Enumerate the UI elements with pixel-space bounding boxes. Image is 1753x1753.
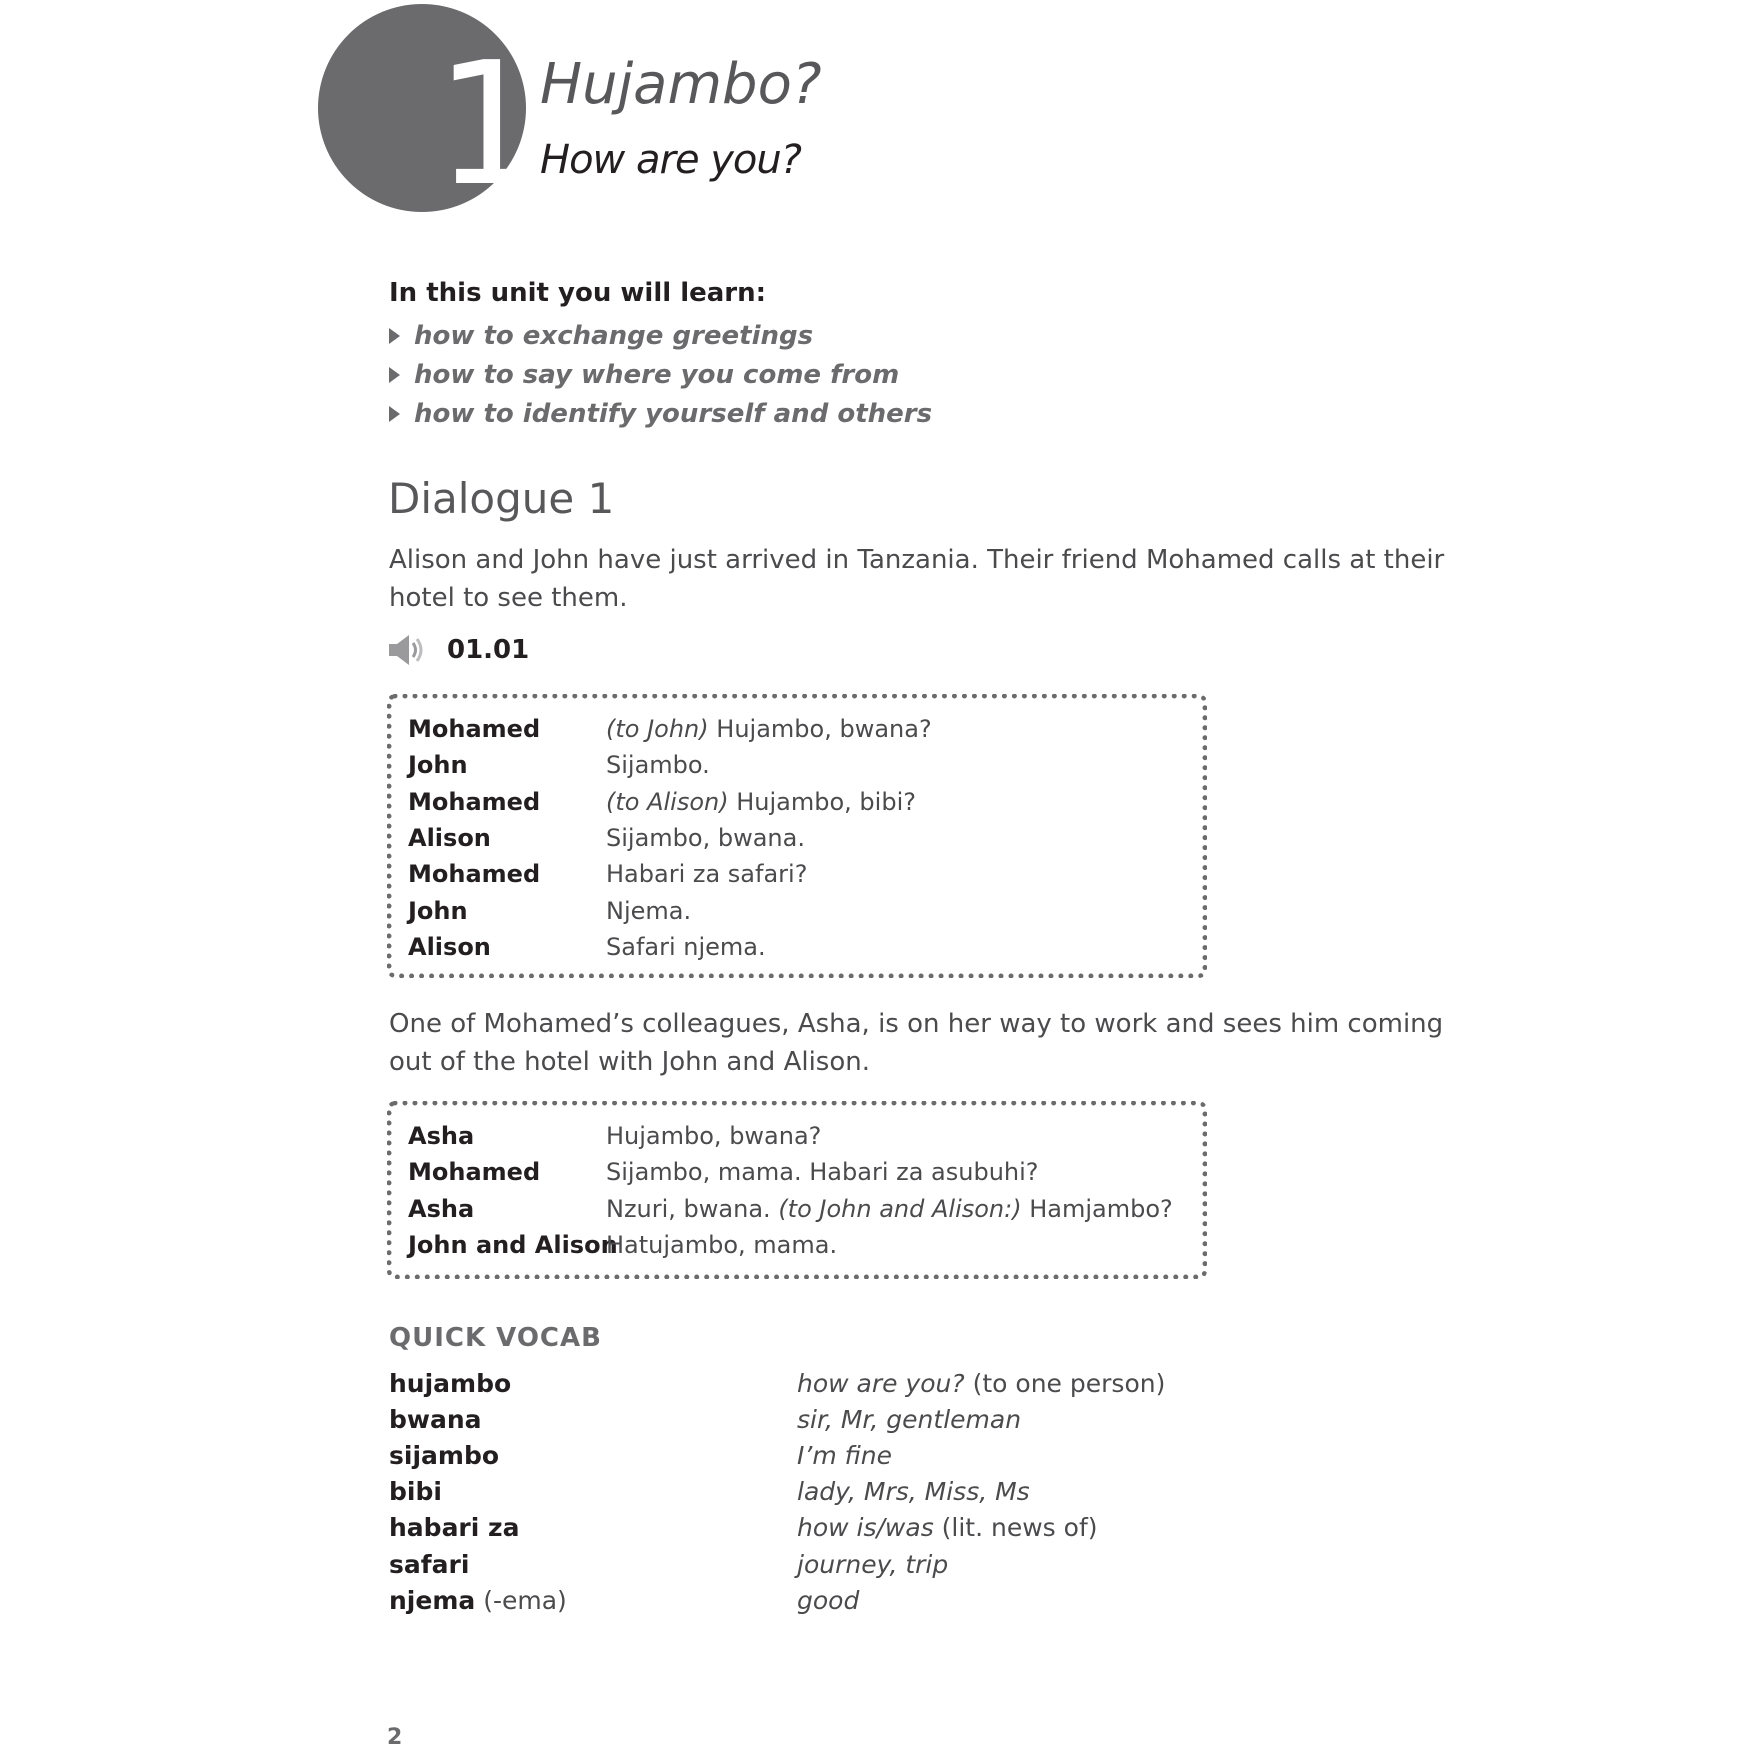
speaker-name: Alison [408,824,491,853]
objective-text: how to say where you come from [414,359,900,390]
dialogue-line [408,929,1202,965]
audio-track[interactable] [387,632,529,668]
speaker-name: John [408,751,468,780]
dialogue-intro-1: Alison and John have just arrived in Tanzania. Their friend Mohamed calls at their hotel to see them. [389,545,1445,613]
vocab-translation: good [797,1585,860,1615]
objective-item [389,316,932,355]
vocab-definition [797,1550,948,1579]
utterance-text: Habari za safari? [606,860,808,889]
utterance-text: Hamjambo? [1021,1194,1173,1223]
vocab-row [389,1546,1389,1582]
unit-title: Hujambo? [540,52,822,117]
utterance-text: Njema. [606,896,692,925]
vocab-row [389,1510,1389,1546]
unit-number: 1 [435,26,540,224]
dialogue-intro-2: One of Mohamed’s colleagues, Asha, is on her way to work and sees him coming out of the hotel with John and Alison. [389,1009,1444,1077]
dialogue-heading: Dialogue 1 [388,474,615,523]
vocab-word: sijambo [389,1440,500,1470]
vocab-term [389,1477,797,1506]
triangle-right-icon [389,367,400,383]
vocab-term [389,1441,797,1470]
learning-objectives [389,278,932,433]
vocab-definition [797,1513,1098,1542]
vocab-word: hujambo [389,1368,512,1398]
dialogue-line [408,1191,1202,1227]
objective-item [389,394,932,433]
vocab-word: njema [389,1585,476,1615]
vocab-translation: journey, trip [797,1549,949,1579]
utterance [606,788,916,816]
vocab-list [389,1365,1389,1618]
vocab-definition [797,1477,1030,1506]
vocab-comment: (to one person) [964,1368,1166,1398]
objectives-heading: In this unit you will learn: [389,278,767,308]
triangle-right-icon [389,406,400,422]
vocab-definition [797,1405,1021,1434]
objective-text: how to identify yourself and others [414,398,933,429]
objective-item [389,355,932,394]
page-number: 2 [387,1725,403,1750]
vocab-translation: sir, Mr, gentleman [797,1404,1022,1434]
vocab-translation: I’m fine [797,1440,892,1470]
vocab-translation: how are you? [797,1368,965,1398]
dialogue-line [408,1227,1202,1263]
vocab-term [389,1513,797,1542]
vocab-word: habari za [389,1513,520,1543]
speaker-name: Asha [408,1122,475,1151]
vocab-term [389,1550,797,1579]
stage-direction: (to John) [606,715,709,744]
vocab-word: bibi [389,1477,442,1507]
utterance [606,715,932,743]
vocab-term [389,1405,797,1434]
dialogue-box-2 [387,1101,1207,1279]
dialogue-line [408,892,1202,928]
dialogue-line [408,711,1202,747]
speaker-name: John [408,896,468,925]
vocab-term [389,1369,797,1398]
vocab-definition [797,1586,859,1615]
vocab-row [389,1474,1389,1510]
utterance-text: Sijambo, bwana. [606,824,805,853]
vocab-definition [797,1441,892,1470]
utterance-text: Hujambo, bibi? [728,787,916,816]
speaker-name: Mohamed [408,1158,541,1187]
speaker-name: John and Alison [408,1231,618,1260]
dialogue-line [408,820,1202,856]
utterance-text: Sijambo, mama. Habari za asubuhi? [606,1158,1039,1187]
vocab-row [389,1437,1389,1473]
utterance-text: Nzuri, bwana. [606,1194,779,1223]
utterance-text: Hujambo, bwana? [606,1122,822,1151]
vocab-row [389,1401,1389,1437]
vocab-translation: lady, Mrs, Miss, Ms [797,1477,1030,1507]
audio-track-number: 01.01 [447,635,530,665]
utterance-text: Hujambo, bwana? [708,715,932,744]
speaker-name: Mohamed [408,715,541,744]
stage-direction: (to John and Alison:) [778,1194,1022,1223]
utterance-text: Safari njema. [606,932,766,961]
speaker-name: Asha [408,1194,475,1223]
objective-text: how to exchange greetings [414,320,814,351]
vocab-term [389,1586,797,1615]
dialogue-line [408,1118,1202,1154]
dialogue-line [408,1154,1202,1190]
speaker-icon[interactable] [387,632,427,668]
utterance-text: Hatujambo, mama. [606,1231,838,1260]
vocab-heading: QUICK VOCAB [389,1323,602,1353]
vocab-word: bwana [389,1404,482,1434]
utterance-text: Sijambo. [606,751,710,780]
dialogue-line [408,747,1202,783]
vocab-word: safari [389,1549,470,1579]
speaker-name: Mohamed [408,860,541,889]
speaker-name: Alison [408,932,491,961]
dialogue-line [408,784,1202,820]
unit-subtitle: How are you? [540,137,801,183]
vocab-row [389,1365,1389,1401]
stage-direction: (to Alison) [606,787,729,816]
speaker-name: Mohamed [408,787,541,816]
utterance [606,1195,1173,1223]
vocab-translation: how is/was [797,1513,934,1543]
vocab-row [389,1582,1389,1618]
vocab-comment: (lit. news of) [933,1513,1098,1543]
dialogue-line [408,856,1202,892]
vocab-definition [797,1369,1165,1398]
vocab-note: (-ema) [475,1585,567,1615]
dialogue-box-1 [387,694,1207,978]
triangle-right-icon [389,328,400,344]
